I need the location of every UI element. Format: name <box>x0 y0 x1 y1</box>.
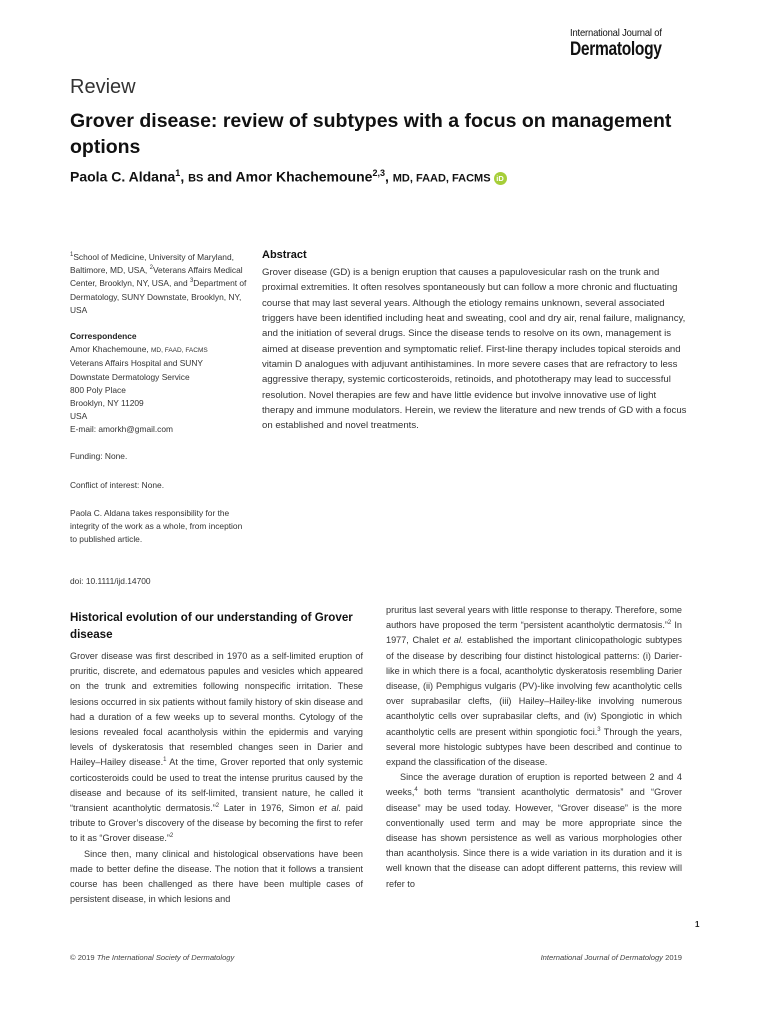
article-type: Review <box>70 76 136 98</box>
body-text: established the important clinicopathologic subtypes of the disease by describing four distinct histological patterns: (i) Darier-like in which there is a focal, acantholytic dyskeratosis resembling Darier disease, (ii) Pemphigus vulgaris (PV)-like involving few acantholytic cells over suprabasilar clefts, (iii) Hailey–Hailey-like involving numerous acantholytic cells over suprabasilar clefts, and (iv) Spongiotic in which acantholytic cells are present within spongiotic foci. <box>386 635 682 737</box>
author-affiliation-ref: 2,3 <box>372 168 385 178</box>
author-name: Paola C. Aldana <box>70 168 176 185</box>
author-line: Paola C. Aldana$^1$, BS and Amor Khachemoune$^{2,3}$, MD, FAAD, FACMS iD <box>70 168 507 185</box>
correspondence-heading: Correspondence <box>70 331 137 341</box>
journal-name-line1: International Journal of <box>570 27 663 39</box>
body-text: pruritus last several years with little response to therapy. Therefore, some authors have proposed the term “persistent acantholytic dermatosis.” <box>386 605 682 631</box>
correspondence-address-line: USA <box>70 411 88 422</box>
doi[interactable]: doi: 10.1111/ijd.14700 <box>70 576 151 586</box>
body-text: paid tribute to Grover’s discovery of the disease by becoming the first to refer to it as “Grover disease.” <box>70 803 363 844</box>
body-paragraph <box>386 770 682 892</box>
author-degree: MD, FAAD, FACMS <box>392 172 491 185</box>
body-text: In 1977, Chalet <box>386 620 682 646</box>
citation-ref[interactable]: 2 <box>667 620 672 627</box>
copyright-text: © 2019 <box>70 953 97 962</box>
affiliation-text: Veterans Affairs Medical Center, Brooklyn, NY, USA, and <box>70 265 243 289</box>
page-number: 1 <box>695 920 700 929</box>
body-text: At the time, Grover reported that only systemic corticosteroids could be used to treat the intense pruritus caused by the disease and because of its self-limited, transient nature, he called it “transient acantholytic dermatosis.” <box>70 757 363 814</box>
et-al: et al. <box>319 803 342 814</box>
responsibility-note: Paola C. Aldana takes responsibility for the integrity of the work as a whole, from inception to published article. <box>70 508 243 545</box>
body-text: both terms “transient acantholytic dermatosis” and “Grover disease” may be used today. However, “Grover disease” is the more conventionally used term and may be more appropriate since the disease has shown persistence as well as various morphologies other than acantholysis. Since there is a wide variation in its duration and it is well known that the disease can adopt different patterns, this review will refer to <box>386 787 682 889</box>
abstract-text: Grover disease (GD) is a benign eruption that causes a papulovesicular rash on the trunk and proximal extremities. It often resolves spontaneously but can follow a more chronic and fluctuating course that may last several years. Although the etiology remains unknown, several associated triggers have been identified including heat and sweating, cool and dry air, renal failure, malignancy, and the initiation of several drugs. Since the disease tends to resolve on its own, management is aimed at disease prevention and symptomatic relief. First-line therapy includes topical steroids and vitamin D analogues with adjuvant antihistamines. In more severe cases that are refractory to less aggressive therapy, systemic corticosteroids, retinoids, and phototherapy may lead to successful resolution. Novel therapies are few and have little evidence but involve innovative use of light therapy and immune modulators. Herein, we review the literature and new trends of GD with a focus on established and novel treatments. <box>262 267 687 432</box>
affiliation-text: School of Medicine, University of Maryland, Baltimore, MD, USA, <box>70 252 234 276</box>
body-paragraph: Since then, many clinical and histological observations have been made to better define the disease. The notion that it follows a transient course has been challenged as there have been multiple cases of persistent disease, in which lesions and <box>70 848 363 905</box>
correspondence-address-line: Brooklyn, NY 11209 <box>70 398 144 409</box>
affiliation-text: Department of Dermatology, SUNY Downstate, Brooklyn, NY, USA <box>70 278 247 315</box>
funding-note: Funding: None. <box>70 451 128 461</box>
body-paragraph <box>70 649 363 847</box>
journal-name-line2: Dermatology <box>570 38 662 60</box>
society-name: The International Society of Dermatology <box>96 953 235 962</box>
body-text: Later in 1976, Simon <box>219 803 320 814</box>
orcid-icon[interactable]: iD <box>494 172 507 185</box>
citation-ref[interactable]: 3 <box>597 726 601 733</box>
et-al: et al. <box>442 635 464 646</box>
correspondence-email[interactable]: E-mail: amorkh@gmail.com <box>70 424 173 435</box>
affiliations <box>70 251 250 317</box>
article-title: Grover disease: review of subtypes with a focus on management options <box>70 110 672 158</box>
author-degree: BS <box>188 172 204 185</box>
body-column-right <box>386 603 682 892</box>
author-conjunction: and <box>207 168 233 185</box>
correspondence-address-line: Veterans Affairs Hospital and SUNY <box>70 358 203 369</box>
affiliation-ref: 2 <box>149 265 153 272</box>
journal-name: International Journal of Dermatology <box>540 953 663 962</box>
correspondence-degrees: MD, FAAD, FACMS <box>151 347 208 355</box>
citation-ref[interactable]: 1 <box>163 757 167 764</box>
citation-ref[interactable]: 4 <box>414 787 418 794</box>
body-text: Grover disease was first described in 1970 as a self-limited eruption of pruritic, discrete, and edematous papules and vesicles which appeared on the trunk and extremities following nonspecific irritation. These lesions occurred in six patients without family history of skin disease and had a duration of a few weeks up to several months. Cytology of the lesions revealed focal acantholysis within the epidermis and varying levels of dyskeratosis that resembled changes seen in Darier and Hailey–Hailey disease. <box>70 651 363 768</box>
footer-journal <box>541 953 682 962</box>
citation-ref[interactable]: 2 <box>169 833 174 840</box>
affiliation-ref: 3 <box>189 278 194 285</box>
conflict-note: Conflict of interest: None. <box>70 480 165 490</box>
body-column-left <box>70 649 363 907</box>
abstract-heading: Abstract <box>262 249 307 261</box>
journal-masthead <box>570 28 682 59</box>
footer-copyright <box>70 953 234 962</box>
body-text: Since the average duration of eruption is reported between 2 and 4 weeks, <box>386 772 682 798</box>
body-text: Through the years, several more histologic subtypes have been described and continue to expand the classification of the disease. <box>386 726 682 768</box>
author-name: Amor Khachemoune <box>235 168 373 185</box>
footer-year: 2019 <box>662 953 682 962</box>
correspondence-address-line: Downstate Dermatology Service <box>70 371 190 382</box>
affiliation-ref: 1 <box>70 252 74 259</box>
body-paragraph <box>386 603 682 770</box>
citation-ref[interactable]: 2 <box>215 802 220 809</box>
correspondence-address-line: 800 Poly Place <box>70 384 126 395</box>
author-affiliation-ref: 1 <box>175 168 181 178</box>
correspondence-name: Amor Khachemoune, <box>70 344 149 355</box>
section-heading: Historical evolution of our understanding of Grover disease <box>70 611 353 641</box>
correspondence-block <box>70 330 250 437</box>
